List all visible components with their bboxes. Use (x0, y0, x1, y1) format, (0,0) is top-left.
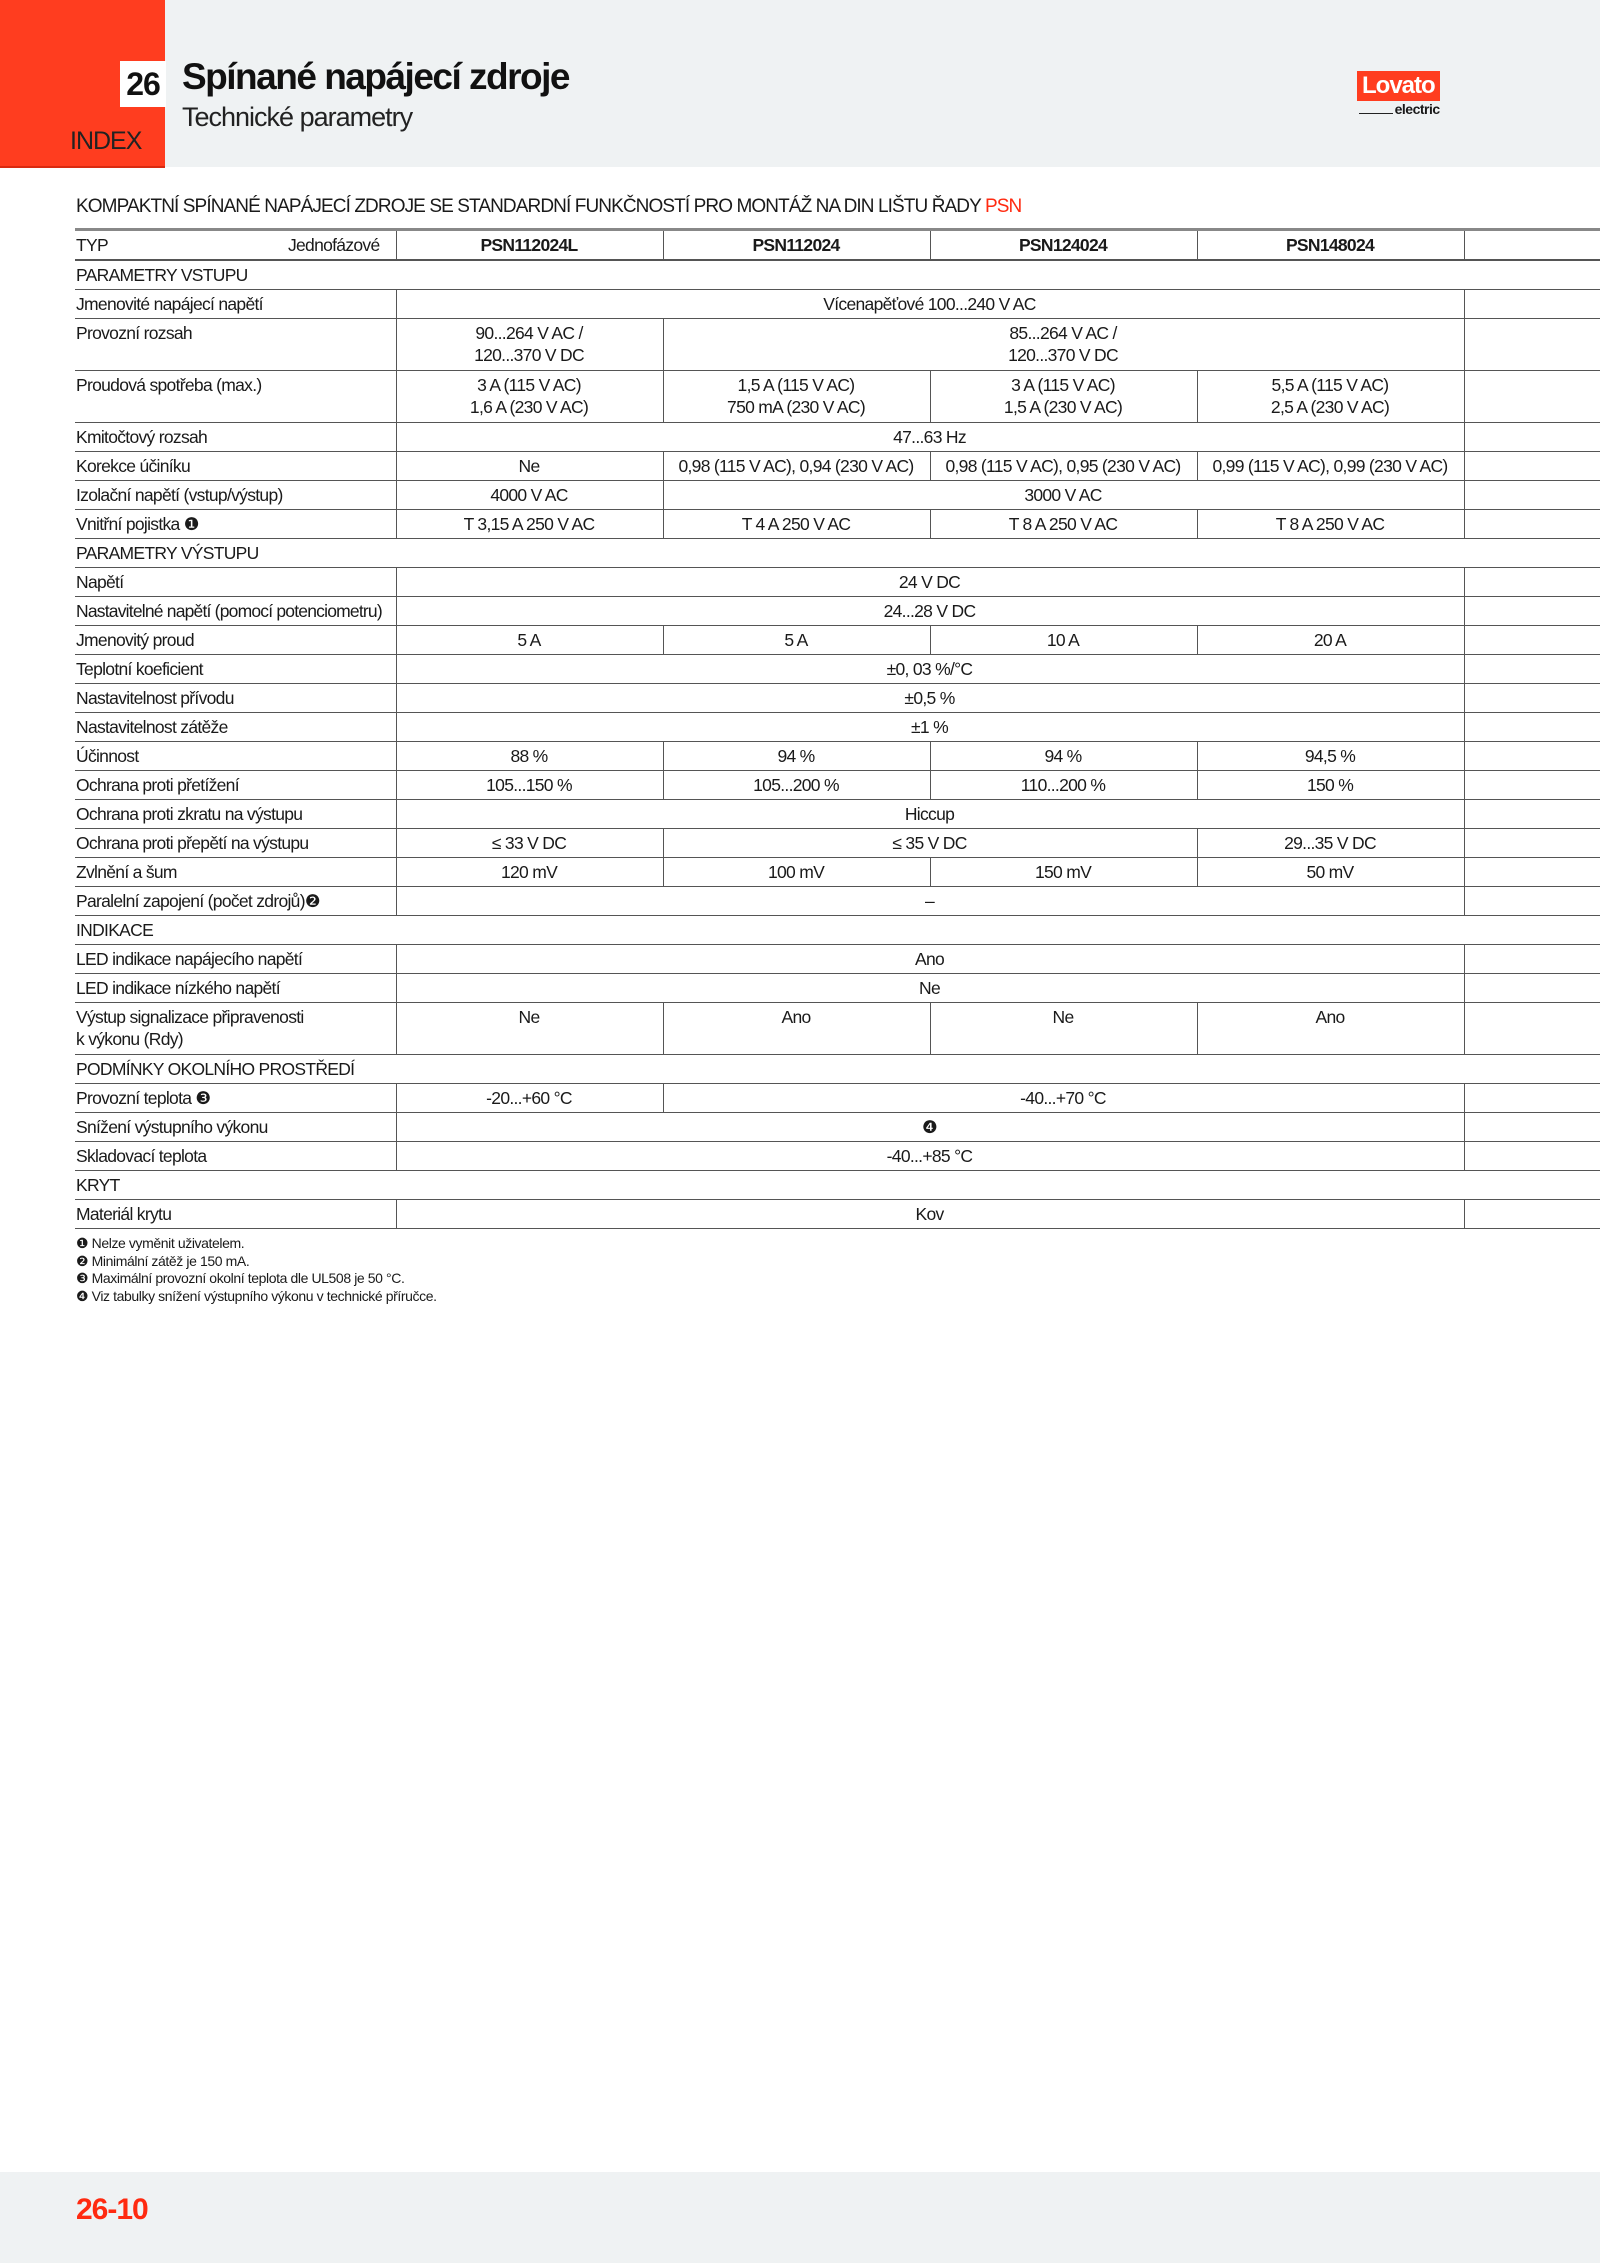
table-row (75, 684, 1600, 713)
page-number: 26-10 (76, 2193, 148, 2226)
empty-cell (1464, 945, 1600, 974)
section-row (75, 1055, 1600, 1084)
row-label: Nastavitelné napětí (pomocí potenciometru) (75, 597, 396, 626)
row-label: Korekce účiníku (75, 452, 396, 481)
value-cell: Vícenapěťové 100...240 V AC (396, 290, 1464, 319)
value-cell: 0,99 (115 V AC), 0,99 (230 V AC) (1197, 452, 1464, 481)
table-row (75, 423, 1600, 452)
table-row (75, 481, 1600, 510)
empty-cell (1464, 597, 1600, 626)
table-row (75, 887, 1600, 916)
section-heading: PARAMETRY VÝSTUPU (75, 539, 1600, 568)
value-cell: 150 mV (930, 858, 1197, 887)
section-row (75, 916, 1600, 945)
row-label: Jmenovité napájecí napětí (75, 290, 396, 319)
value-cell: ±1 % (396, 713, 1464, 742)
row-label: Paralelní zapojení (počet zdrojů)❷ (75, 887, 396, 916)
value-cell: 94 % (663, 742, 930, 771)
empty-cell (1464, 371, 1600, 423)
value-cell: Ne (396, 1003, 663, 1055)
table-row (75, 1084, 1600, 1113)
value-cell: Ano (1197, 1003, 1464, 1055)
value-cell: 5,5 A (115 V AC) 2,5 A (230 V AC) (1197, 371, 1464, 423)
content-area (75, 228, 1600, 1305)
empty-cell (1464, 1003, 1600, 1055)
section-heading: PARAMETRY VSTUPU (75, 260, 1600, 290)
value-cell: 105...150 % (396, 771, 663, 800)
empty-cell (1464, 1113, 1600, 1142)
empty-cell (1464, 568, 1600, 597)
value-cell: ±0, 03 %/°C (396, 655, 1464, 684)
index-link[interactable]: INDEX (70, 127, 142, 155)
footnote: ❶ Nelze vyměnit uživatelem. (76, 1235, 245, 1251)
row-label: Snížení výstupního výkonu (75, 1113, 396, 1142)
empty-cell (1464, 742, 1600, 771)
row-label: Jmenovitý proud (75, 626, 396, 655)
value-cell: Hiccup (396, 800, 1464, 829)
section-heading: PODMÍNKY OKOLNÍHO PROSTŘEDÍ (75, 1055, 1600, 1084)
table-row (75, 452, 1600, 481)
empty-cell (1464, 423, 1600, 452)
section-row (75, 539, 1600, 568)
table-row (75, 800, 1600, 829)
empty-cell (1464, 858, 1600, 887)
value-cell: – (396, 887, 1464, 916)
table-row (75, 713, 1600, 742)
value-cell: Ano (396, 945, 1464, 974)
row-label: Zvlnění a šum (75, 858, 396, 887)
value-cell: 3000 V AC (663, 481, 1464, 510)
row-label: Výstup signalizace připravenosti k výkonu (Rdy) (75, 1003, 396, 1055)
row-label: Izolační napětí (vstup/výstup) (75, 481, 396, 510)
table-row (75, 1200, 1600, 1229)
intro-highlight: PSN (984, 196, 1022, 217)
table-row (75, 371, 1600, 423)
value-cell: -40...+85 °C (396, 1142, 1464, 1171)
value-cell: -20...+60 °C (396, 1084, 663, 1113)
value-cell: Ne (396, 452, 663, 481)
table-row (75, 974, 1600, 1003)
value-cell: 105...200 % (663, 771, 930, 800)
empty-cell (1464, 319, 1600, 371)
row-label: Materiál krytu (75, 1200, 396, 1229)
empty-cell (1464, 771, 1600, 800)
value-cell: 0,98 (115 V AC), 0,94 (230 V AC) (663, 452, 930, 481)
value-cell: 110...200 % (930, 771, 1197, 800)
value-cell: ±0,5 % (396, 684, 1464, 713)
spec-table (75, 228, 1600, 1229)
value-cell: 10 A (930, 626, 1197, 655)
row-label: LED indikace nízkého napětí (75, 974, 396, 1003)
value-cell: 1,5 A (115 V AC) 750 mA (230 V AC) (663, 371, 930, 423)
value-cell: Kov (396, 1200, 1464, 1229)
value-cell: 150 % (1197, 771, 1464, 800)
page-footer (0, 2172, 1600, 2263)
intro-text: KOMPAKTNÍ SPÍNANÉ NAPÁJECÍ ZDROJE SE STANDARDNÍ FUNKČNOSTÍ PRO MONTÁŽ NA DIN LIŠTU ŘADY (76, 196, 985, 217)
table-row (75, 655, 1600, 684)
section-heading: KRYT (75, 1171, 1600, 1200)
row-label: Vnitřní pojistka ❶ (75, 510, 396, 539)
empty-cell (1464, 481, 1600, 510)
section-intro (76, 196, 1021, 218)
page-subtitle: Technické parametry (182, 102, 413, 132)
value-cell: 3 A (115 V AC) 1,6 A (230 V AC) (396, 371, 663, 423)
table-row (75, 290, 1600, 319)
table-row (75, 568, 1600, 597)
empty-cell (1464, 684, 1600, 713)
value-cell: 85...264 V AC / 120...370 V DC (663, 319, 1464, 371)
value-cell: ❹ (396, 1113, 1464, 1142)
table-row (75, 742, 1600, 771)
value-cell: T 8 A 250 V AC (930, 510, 1197, 539)
row-label: Ochrana proti přepětí na výstupu (75, 829, 396, 858)
value-cell: 5 A (396, 626, 663, 655)
value-cell: 29...35 V DC (1197, 829, 1464, 858)
footnote: ❷ Minimální zátěž je 150 mA. (76, 1252, 250, 1269)
value-cell: ≤ 33 V DC (396, 829, 663, 858)
value-cell: ≤ 35 V DC (663, 829, 1197, 858)
value-cell: 0,98 (115 V AC), 0,95 (230 V AC) (930, 452, 1197, 481)
typ-sub: Jednofázové (287, 235, 380, 255)
value-cell: 94,5 % (1197, 742, 1464, 771)
empty-cell (1464, 800, 1600, 829)
value-cell: T 4 A 250 V AC (663, 510, 930, 539)
empty-cell (1464, 510, 1600, 539)
table-row (75, 597, 1600, 626)
value-cell: Ne (930, 1003, 1197, 1055)
logo-main: Lovato (1357, 71, 1440, 101)
section-row (75, 1171, 1600, 1200)
row-label: Účinnost (75, 742, 396, 771)
section-row (75, 260, 1600, 290)
value-cell: 88 % (396, 742, 663, 771)
value-cell: 47...63 Hz (396, 423, 1464, 452)
value-cell: 50 mV (1197, 858, 1464, 887)
table-row (75, 1142, 1600, 1171)
row-label: Napětí (75, 568, 396, 597)
empty-cell (1464, 1200, 1600, 1229)
row-label: Provozní teplota ❸ (75, 1084, 396, 1113)
row-label: Skladovací teplota (75, 1142, 396, 1171)
empty-cell (1464, 626, 1600, 655)
empty-cell (1464, 1084, 1600, 1113)
value-cell: T 8 A 250 V AC (1197, 510, 1464, 539)
table-row (75, 510, 1600, 539)
table-row (75, 1003, 1600, 1055)
value-cell: -40...+70 °C (663, 1084, 1464, 1113)
row-label: LED indikace napájecího napětí (75, 945, 396, 974)
value-cell: 24 V DC (396, 568, 1464, 597)
value-cell: T 3,15 A 250 V AC (396, 510, 663, 539)
chapter-number: 26 (120, 61, 166, 107)
empty-cell (1464, 887, 1600, 916)
value-cell: 5 A (663, 626, 930, 655)
page-header (0, 0, 1600, 167)
row-label: Provozní rozsah (75, 319, 396, 371)
empty-cell (1464, 713, 1600, 742)
footnotes (76, 1235, 1600, 1305)
table-row (75, 626, 1600, 655)
value-cell: 94 % (930, 742, 1197, 771)
footnote: ❹ Viz tabulky snížení výstupního výkonu v technické příručce. (76, 1287, 437, 1304)
empty-cell (1464, 974, 1600, 1003)
value-cell: 3 A (115 V AC) 1,5 A (230 V AC) (930, 371, 1197, 423)
model-header: PSN112024L (396, 230, 663, 261)
table-row (75, 945, 1600, 974)
empty-cell (1464, 452, 1600, 481)
value-cell: Ne (396, 974, 1464, 1003)
index-tab[interactable] (0, 0, 165, 168)
table-row (75, 1113, 1600, 1142)
value-cell: Ano (663, 1003, 930, 1055)
row-label: Ochrana proti přetížení (75, 771, 396, 800)
lovato-logo (1357, 71, 1440, 117)
empty-cell (1464, 829, 1600, 858)
row-label: Teplotní koeficient (75, 655, 396, 684)
table-row (75, 829, 1600, 858)
logo-sub: electric (1394, 101, 1440, 117)
empty-cell (1464, 1142, 1600, 1171)
row-label: Proudová spotřeba (max.) (75, 371, 396, 423)
table-header-row (75, 230, 1600, 261)
value-cell: 24...28 V DC (396, 597, 1464, 626)
empty-cell (1464, 290, 1600, 319)
footnote: ❸ Maximální provozní okolní teplota dle UL508 je 50 °C. (76, 1270, 405, 1286)
value-cell: 4000 V AC (396, 481, 663, 510)
row-label: Kmitočtový rozsah (75, 423, 396, 452)
row-label: Nastavitelnost přívodu (75, 684, 396, 713)
model-header: PSN148024 (1197, 230, 1464, 261)
value-cell: 20 A (1197, 626, 1464, 655)
table-row (75, 771, 1600, 800)
row-label: Ochrana proti zkratu na výstupu (75, 800, 396, 829)
table-row (75, 858, 1600, 887)
table-row (75, 319, 1600, 371)
value-cell: 100 mV (663, 858, 930, 887)
value-cell: 90...264 V AC / 120...370 V DC (396, 319, 663, 371)
row-label: Nastavitelnost zátěže (75, 713, 396, 742)
model-header: PSN112024 (663, 230, 930, 261)
empty-cell (1464, 655, 1600, 684)
section-heading: INDIKACE (75, 916, 1600, 945)
page-title: Spínané napájecí zdroje (182, 56, 570, 97)
value-cell: 120 mV (396, 858, 663, 887)
model-header: PSN124024 (930, 230, 1197, 261)
typ-label: TYP (76, 235, 108, 255)
